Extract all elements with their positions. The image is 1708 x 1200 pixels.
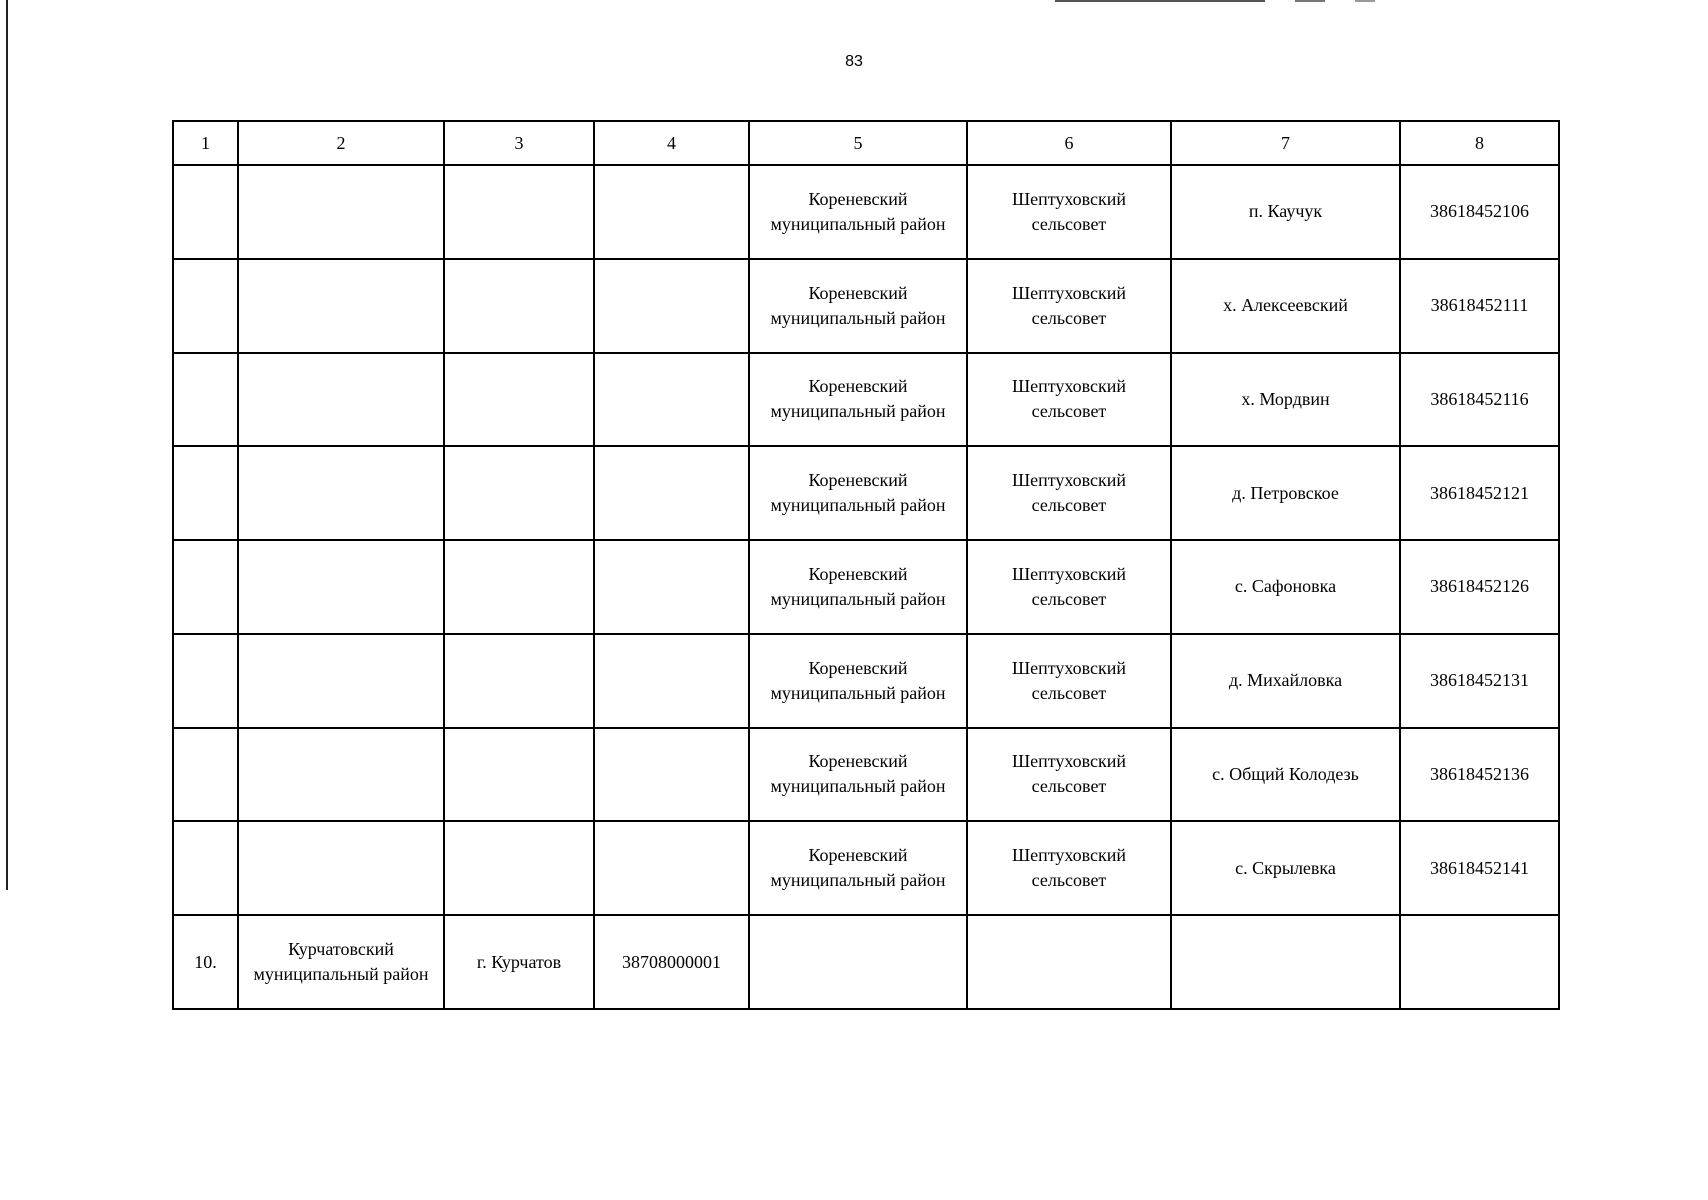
table-cell: п. Каучук — [1171, 165, 1400, 259]
table-cell — [173, 728, 238, 822]
table-cell: Шептуховский сельсовет — [967, 165, 1171, 259]
table-cell: 38618452111 — [1400, 259, 1559, 353]
table-cell: Шептуховский сельсовет — [967, 446, 1171, 540]
table-cell: 38618452126 — [1400, 540, 1559, 634]
table-cell — [173, 259, 238, 353]
table-cell: 10. — [173, 915, 238, 1009]
table-cell: Кореневский муниципальный район — [749, 259, 967, 353]
table-cell — [444, 540, 594, 634]
table-cell: Шептуховский сельсовет — [967, 728, 1171, 822]
table-cell — [594, 634, 749, 728]
table-cell: х. Мордвин — [1171, 353, 1400, 447]
table-cell — [444, 353, 594, 447]
table-cell: 38618452141 — [1400, 821, 1559, 915]
table-cell: Шептуховский сельсовет — [967, 353, 1171, 447]
table-cell — [1171, 915, 1400, 1009]
table-cell — [967, 915, 1171, 1009]
table-cell: 38618452136 — [1400, 728, 1559, 822]
column-header: 1 — [173, 121, 238, 165]
table-cell: Кореневский муниципальный район — [749, 165, 967, 259]
table-cell — [173, 821, 238, 915]
column-header: 4 — [594, 121, 749, 165]
table-body — [173, 165, 1559, 1009]
table-cell: г. Курчатов — [444, 915, 594, 1009]
table-cell: Курчатовский муниципальный район — [238, 915, 444, 1009]
table-cell: д. Петровское — [1171, 446, 1400, 540]
table-cell: Шептуховский сельсовет — [967, 540, 1171, 634]
table-cell — [238, 728, 444, 822]
table-cell: Кореневский муниципальный район — [749, 353, 967, 447]
column-header: 6 — [967, 121, 1171, 165]
table-cell — [444, 259, 594, 353]
table-cell — [444, 165, 594, 259]
table-row — [173, 728, 1559, 822]
table-cell: д. Михайловка — [1171, 634, 1400, 728]
table-cell: Кореневский муниципальный район — [749, 821, 967, 915]
table-row — [173, 821, 1559, 915]
table-cell: 38708000001 — [594, 915, 749, 1009]
table-cell: с. Сафоновка — [1171, 540, 1400, 634]
table-cell — [173, 634, 238, 728]
table-cell: Кореневский муниципальный район — [749, 540, 967, 634]
table-cell — [594, 540, 749, 634]
page-number: 83 — [845, 53, 863, 70]
table-cell: 38618452106 — [1400, 165, 1559, 259]
registry-table — [172, 120, 1560, 1010]
table-cell — [594, 353, 749, 447]
table-cell: с. Скрылевка — [1171, 821, 1400, 915]
table-cell: х. Алексеевский — [1171, 259, 1400, 353]
table-cell — [173, 165, 238, 259]
table-cell — [238, 821, 444, 915]
table-cell — [594, 446, 749, 540]
table-cell: 38618452131 — [1400, 634, 1559, 728]
scan-edge-top — [1055, 0, 1465, 2]
table-cell — [173, 446, 238, 540]
table-cell: Кореневский муниципальный район — [749, 446, 967, 540]
table-cell: Кореневский муниципальный район — [749, 634, 967, 728]
table-row — [173, 915, 1559, 1009]
table-cell — [444, 728, 594, 822]
table-cell: Шептуховский сельсовет — [967, 634, 1171, 728]
column-header: 3 — [444, 121, 594, 165]
table-row — [173, 165, 1559, 259]
table-cell — [238, 634, 444, 728]
table-cell — [173, 540, 238, 634]
table-cell: Шептуховский сельсовет — [967, 821, 1171, 915]
table-cell — [594, 259, 749, 353]
scan-edge-left — [6, 0, 8, 890]
column-header: 7 — [1171, 121, 1400, 165]
column-header: 5 — [749, 121, 967, 165]
table-cell: с. Общий Колодезь — [1171, 728, 1400, 822]
table-cell — [444, 821, 594, 915]
table-row — [173, 353, 1559, 447]
table-cell: 38618452116 — [1400, 353, 1559, 447]
table-cell: Кореневский муниципальный район — [749, 728, 967, 822]
table-cell — [173, 353, 238, 447]
table-cell — [238, 353, 444, 447]
table-row — [173, 634, 1559, 728]
table-cell — [238, 446, 444, 540]
table-cell: 38618452121 — [1400, 446, 1559, 540]
header-row — [173, 121, 1559, 165]
table-cell — [238, 540, 444, 634]
table-cell — [749, 915, 967, 1009]
table-cell — [594, 728, 749, 822]
column-header: 8 — [1400, 121, 1559, 165]
table-cell — [1400, 915, 1559, 1009]
column-header: 2 — [238, 121, 444, 165]
table-cell — [444, 634, 594, 728]
table-cell — [594, 165, 749, 259]
table-cell — [444, 446, 594, 540]
table-cell — [238, 165, 444, 259]
table-row — [173, 540, 1559, 634]
table-row — [173, 446, 1559, 540]
table-cell — [238, 259, 444, 353]
table-cell: Шептуховский сельсовет — [967, 259, 1171, 353]
table-row — [173, 259, 1559, 353]
table-cell — [594, 821, 749, 915]
